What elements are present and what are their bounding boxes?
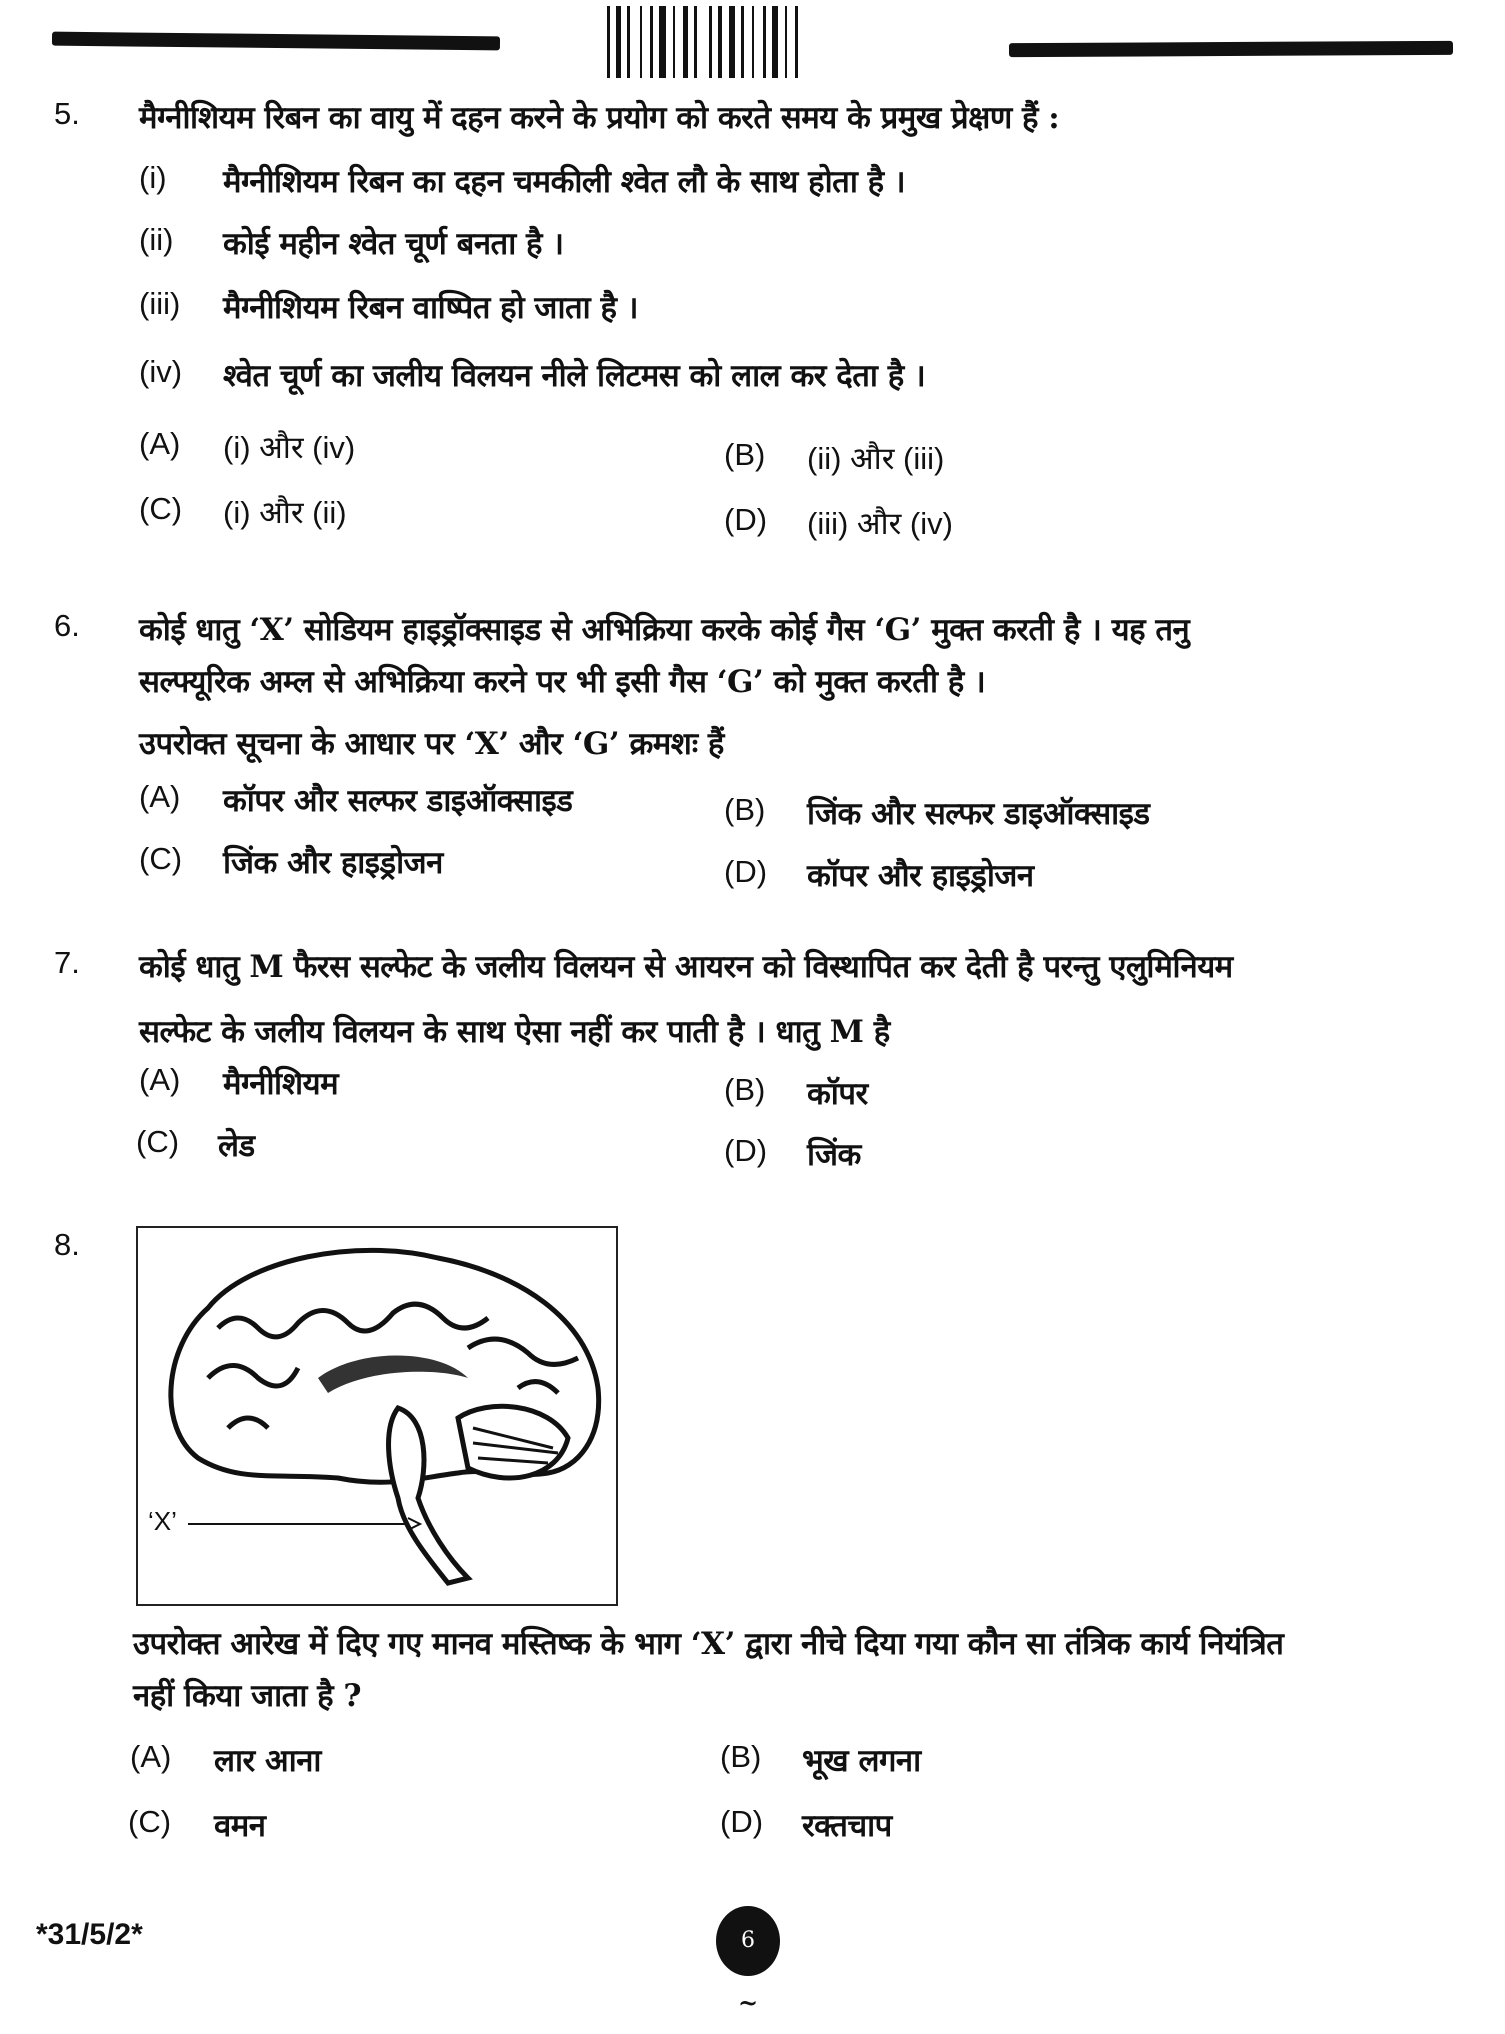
option-text: रक्तचाप xyxy=(802,1808,892,1844)
question-number: 5. xyxy=(54,96,80,131)
question-text: उपरोक्त आरेख में दिए गए मानव मस्तिष्क के भाग ‘X’ द्वारा नीचे दिया गया कौन सा तंत्रिक कार्य नियंत्रित xyxy=(133,1626,1284,1662)
option-text: जिंक xyxy=(807,1137,861,1173)
statement-text: श्वेत चूर्ण का जलीय विलयन नीले लिटमस को लाल कर देता है । xyxy=(223,358,926,394)
statement-label: (iii) xyxy=(139,286,181,321)
option-label: (A) xyxy=(139,779,181,814)
option-label: (D) xyxy=(724,1133,768,1168)
option-label: (B) xyxy=(724,1072,766,1107)
option-text: मैग्नीशियम xyxy=(223,1066,339,1102)
option-text: जिंक और हाइड्रोजन xyxy=(223,845,443,881)
statement-label: (iv) xyxy=(139,354,183,389)
statement-label: (i) xyxy=(139,160,167,195)
option-label: (D) xyxy=(724,854,768,889)
statement-text: कोई महीन श्वेत चूर्ण बनता है । xyxy=(223,226,564,262)
question-text: नहीं किया जाता है ? xyxy=(133,1678,362,1714)
option-label: (A) xyxy=(130,1739,172,1774)
option-label: (A) xyxy=(139,426,181,461)
option-text: (i) और (ii) xyxy=(223,495,347,530)
question-number: 8. xyxy=(54,1227,80,1262)
footer-mark: ~ xyxy=(738,1988,759,2017)
option-text: वमन xyxy=(214,1808,266,1844)
option-text: भूख लगना xyxy=(802,1743,921,1779)
question-number: 7. xyxy=(54,945,80,980)
option-label: (C) xyxy=(139,841,183,876)
option-label: (C) xyxy=(128,1804,172,1839)
option-text: (i) और (iv) xyxy=(223,430,356,465)
option-label: (B) xyxy=(724,437,766,472)
question-text: सल्फेट के जलीय विलयन के साथ ऐसा नहीं कर पाती है । धातु M है xyxy=(139,1014,890,1050)
option-label: (B) xyxy=(720,1739,762,1774)
option-text: (ii) और (iii) xyxy=(807,441,945,476)
question-text: कोई धातु M फैरस सल्फेट के जलीय विलयन से आयरन को विस्थापित कर देती है परन्तु एलुमिनियम xyxy=(139,949,1233,985)
figure-label-x: ‘X’ xyxy=(148,1506,177,1536)
statement-text: मैग्नीशियम रिबन का दहन चमकीली श्वेत लौ के साथ होता है । xyxy=(223,164,906,200)
statement-text: मैग्नीशियम रिबन वाष्पित हो जाता है । xyxy=(223,290,638,326)
question-number: 6. xyxy=(54,608,80,643)
option-text: कॉपर xyxy=(807,1076,868,1112)
header-bar-right xyxy=(1009,41,1453,57)
option-text: कॉपर और सल्फर डाइऑक्साइड xyxy=(223,783,573,819)
question-text: कोई धातु ‘X’ सोडियम हाइड्रॉक्साइड से अभिक्रिया करके कोई गैस ‘G’ मुक्त करती है । यह तनु xyxy=(139,612,1190,648)
option-text: कॉपर और हाइड्रोजन xyxy=(807,858,1034,894)
option-text: (iii) और (iv) xyxy=(807,506,953,541)
option-text: जिंक और सल्फर डाइऑक्साइड xyxy=(807,796,1150,832)
question-text: मैग्नीशियम रिबन का वायु में दहन करने के प्रयोग को करते समय के प्रमुख प्रेक्षण हैं : xyxy=(139,100,1060,136)
barcode xyxy=(607,6,885,78)
option-label: (B) xyxy=(724,792,766,827)
statement-label: (ii) xyxy=(139,222,174,257)
brain-diagram xyxy=(136,1226,618,1606)
option-label: (A) xyxy=(139,1062,181,1097)
header-bar-left xyxy=(52,32,500,51)
option-label: (C) xyxy=(139,491,183,526)
option-label: (C) xyxy=(136,1124,180,1159)
option-text: लार आना xyxy=(214,1743,321,1779)
question-text: सल्फ्यूरिक अम्ल से अभिक्रिया करने पर भी इसी गैस ‘G’ को मुक्त करती है । xyxy=(139,664,986,700)
question-text: उपरोक्त सूचना के आधार पर ‘X’ और ‘G’ क्रमशः हैं xyxy=(139,726,724,762)
option-label: (D) xyxy=(724,502,768,537)
brain-illustration xyxy=(138,1228,616,1604)
option-label: (D) xyxy=(720,1804,764,1839)
paper-code: *31/5/2* xyxy=(36,1918,143,1951)
page-number: 6 xyxy=(716,1906,780,1976)
option-text: लेड xyxy=(218,1128,255,1164)
